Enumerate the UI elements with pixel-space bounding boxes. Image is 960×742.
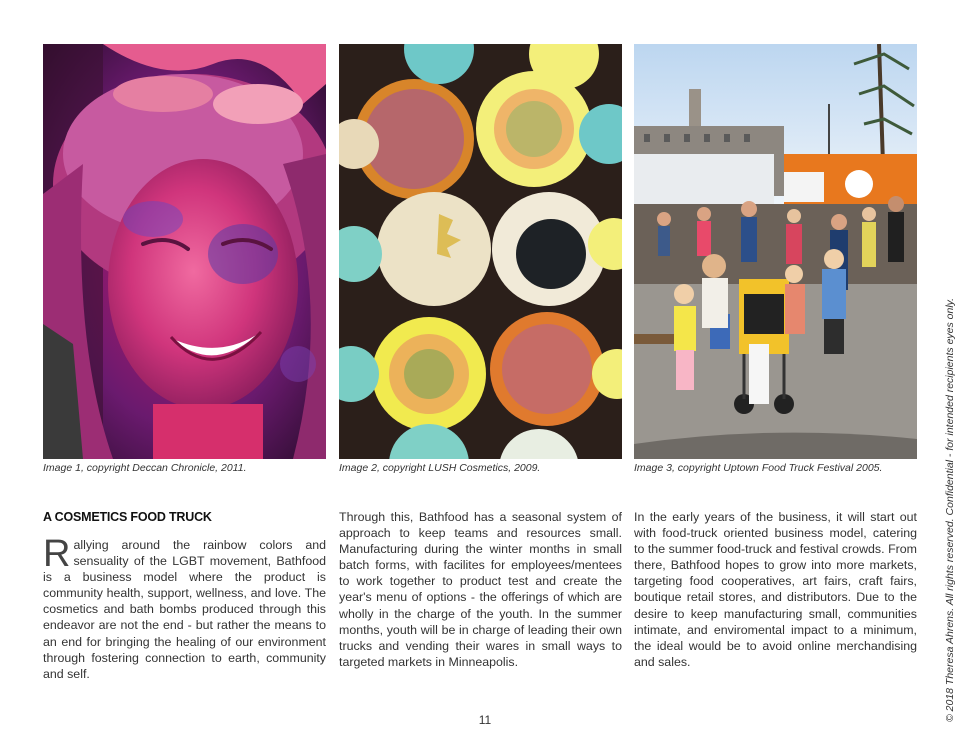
photo-holi-woman-graphic <box>43 44 326 459</box>
image-3-caption: Image 3, copyright Uptown Food Truck Festival 2005. <box>634 462 883 474</box>
column-1-text: allying around the rainbow colors and sensuality of the LGBT movement, Bathfood is a business model where the product is community health, support, wellness, and love. The cosmetics and bath bombs produced through this endeavor are not the end - but rather the means to an end for bringing the healing of our environment through fostering connection to earth, community and self. <box>43 538 326 681</box>
photo-food-truck-festival <box>634 44 917 459</box>
photo-holi-woman <box>43 44 326 459</box>
drop-cap: R <box>43 533 71 575</box>
image-1-caption: Image 1, copyright Deccan Chronicle, 2011. <box>43 462 247 474</box>
article-column-2: Through this, Bathfood has a seasonal system of approach to keep teams and resources small. Manufacturing during the winter months in small batch forms, with facilites for employees/mentees to work together to product test and create the year's menu of options - the offerings of which are wholly in the charge of the youth. In the summer months, youth will be in charge of leading their own trucks and vending their wares in small ways to targeted markets in Minneapolis. <box>339 510 622 669</box>
photo-bath-bombs <box>339 44 622 459</box>
article-column-1 <box>43 533 326 682</box>
photo-food-truck-festival-graphic <box>634 44 917 459</box>
copyright-side-note: © 2018 Theresa Ahrens. All rights reserved. Confidential - for intended recipients eyes only. <box>944 297 956 722</box>
article-column-3: In the early years of the business, it will start out with food-truck oriented business model, catering to the summer food-truck and festival crowds. From there, Bathfood hopes to grow into more markets, targeting food cooperatives, art fairs, craft fairs, boutique retail stores, and distributors. Due to the desire to keep manufacturing small, communities intimate, and enviromental impact to a minimum, the ideal would be to avoid online merchandising and sales. <box>634 510 917 669</box>
image-2-caption: Image 2, copyright LUSH Cosmetics, 2009. <box>339 462 541 474</box>
article-heading: A COSMETICS FOOD TRUCK <box>43 510 212 524</box>
page-number: 11 <box>478 713 492 727</box>
photo-bath-bombs-graphic <box>339 44 622 459</box>
